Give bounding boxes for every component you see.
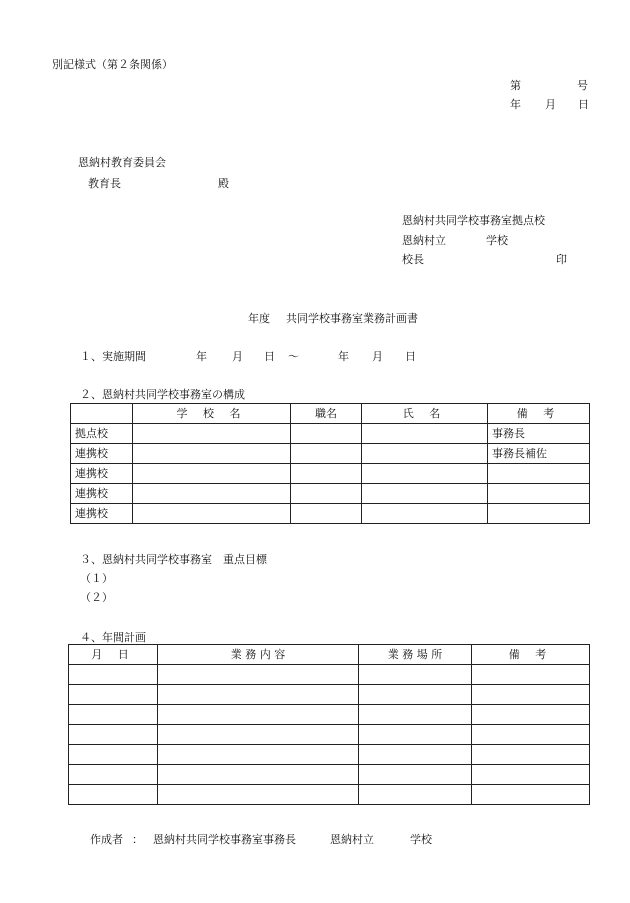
cell-school	[133, 464, 291, 484]
section4-label: ４、年間計画	[80, 631, 146, 644]
plan-cell	[69, 705, 158, 725]
cell-school	[133, 444, 291, 464]
cell-name	[362, 484, 488, 504]
table-row	[71, 504, 590, 524]
section3-label: ３、恩納村共同学校事務室 重点目標	[80, 553, 267, 566]
composition-header-row	[71, 404, 590, 424]
footer-office: 恩納村共同学校事務室事務長	[153, 833, 296, 846]
composition-header-school: 学 校 名	[133, 404, 291, 424]
cell-note: 事務長補佐	[488, 444, 590, 464]
table-row	[71, 464, 590, 484]
plan-cell	[472, 685, 590, 705]
cell-note	[488, 484, 590, 504]
cell-school	[133, 504, 291, 524]
section1-year-start: 年	[196, 350, 207, 363]
cell-position	[291, 424, 362, 444]
cell-note	[488, 464, 590, 484]
table-row	[69, 785, 590, 805]
section3-item-1: （１）	[80, 572, 113, 585]
footer-label: 作成者	[90, 833, 123, 846]
plan-cell	[472, 765, 590, 785]
section1-day-end: 日	[405, 350, 416, 363]
plan-cell	[472, 745, 590, 765]
plan-cell	[472, 725, 590, 745]
plan-cell	[359, 685, 472, 705]
table-row	[69, 765, 590, 785]
table-row	[71, 424, 590, 444]
plan-header-note: 備 考	[472, 645, 590, 665]
doc-date-month: 月	[545, 98, 556, 111]
plan-cell	[472, 785, 590, 805]
section2-label: ２、恩納村共同学校事務室の構成	[80, 388, 245, 401]
section1-tilde: ～	[288, 350, 299, 363]
cell-note: 事務長	[488, 424, 590, 444]
table-row	[69, 745, 590, 765]
plan-cell	[359, 745, 472, 765]
annual-plan-header-row	[69, 645, 590, 665]
form-label: 別記様式（第２条関係）	[52, 58, 173, 71]
recipient-title: 教育長	[88, 177, 121, 190]
cell-role: 連携校	[71, 444, 133, 464]
plan-cell	[472, 705, 590, 725]
cell-role: 連携校	[71, 464, 133, 484]
annual-plan-table	[68, 644, 590, 805]
cell-name	[362, 424, 488, 444]
plan-header-date: 月 日	[69, 645, 158, 665]
section1-month-start: 月	[232, 350, 243, 363]
section3-item-2: （２）	[80, 591, 113, 604]
cell-position	[291, 484, 362, 504]
composition-header-note: 備 考	[488, 404, 590, 424]
composition-header-position: 職名	[291, 404, 362, 424]
sender-seal: 印	[556, 253, 567, 266]
plan-cell	[69, 765, 158, 785]
plan-cell	[158, 725, 359, 745]
table-row	[71, 484, 590, 504]
table-row	[69, 665, 590, 685]
plan-cell	[69, 745, 158, 765]
plan-cell	[359, 705, 472, 725]
recipient-org: 恩納村教育委員会	[78, 156, 166, 169]
cell-name	[362, 504, 488, 524]
doc-date-day: 日	[578, 98, 589, 111]
cell-position	[291, 504, 362, 524]
composition-table	[70, 403, 590, 524]
doc-date-year: 年	[510, 98, 521, 111]
cell-name	[362, 464, 488, 484]
sender-principal: 校長	[402, 253, 424, 266]
sender-base-school: 恩納村共同学校事務室拠点校	[402, 214, 545, 227]
plan-cell	[69, 685, 158, 705]
plan-cell	[158, 745, 359, 765]
plan-cell	[158, 705, 359, 725]
doc-number-go: 号	[577, 79, 588, 92]
cell-position	[291, 464, 362, 484]
section1-day-start: 日	[264, 350, 275, 363]
composition-header-role	[71, 404, 133, 424]
cell-role: 連携校	[71, 484, 133, 504]
plan-cell	[69, 725, 158, 745]
table-row	[69, 685, 590, 705]
footer-colon: ：	[132, 833, 143, 846]
cell-name	[362, 444, 488, 464]
section1-year-end: 年	[338, 350, 349, 363]
table-row	[71, 444, 590, 464]
plan-cell	[158, 685, 359, 705]
plan-header-content: 業 務 内 容	[158, 645, 359, 665]
plan-cell	[69, 785, 158, 805]
plan-cell	[359, 665, 472, 685]
cell-role: 連携校	[71, 504, 133, 524]
sender-village: 恩納村立	[402, 234, 446, 247]
plan-cell	[359, 725, 472, 745]
plan-cell	[158, 765, 359, 785]
cell-role: 拠点校	[71, 424, 133, 444]
cell-school	[133, 424, 291, 444]
cell-position	[291, 444, 362, 464]
plan-cell	[472, 665, 590, 685]
footer-village: 恩納村立	[330, 833, 374, 846]
section1-month-end: 月	[372, 350, 383, 363]
plan-cell	[158, 665, 359, 685]
cell-note	[488, 504, 590, 524]
plan-cell	[359, 765, 472, 785]
sender-school: 学校	[486, 234, 508, 247]
doc-title-nendo: 年度	[248, 312, 270, 325]
footer-school: 学校	[410, 833, 432, 846]
doc-title-main: 共同学校事務室業務計画書	[286, 312, 418, 325]
recipient-honorific: 殿	[218, 177, 229, 190]
cell-school	[133, 484, 291, 504]
plan-header-place: 業 務 場 所	[359, 645, 472, 665]
plan-cell	[158, 785, 359, 805]
table-row	[69, 705, 590, 725]
plan-cell	[359, 785, 472, 805]
table-row	[69, 725, 590, 745]
plan-cell	[69, 665, 158, 685]
section1-label: １、実施期間	[80, 350, 146, 363]
composition-header-name: 氏 名	[362, 404, 488, 424]
doc-number-dai: 第	[510, 79, 521, 92]
